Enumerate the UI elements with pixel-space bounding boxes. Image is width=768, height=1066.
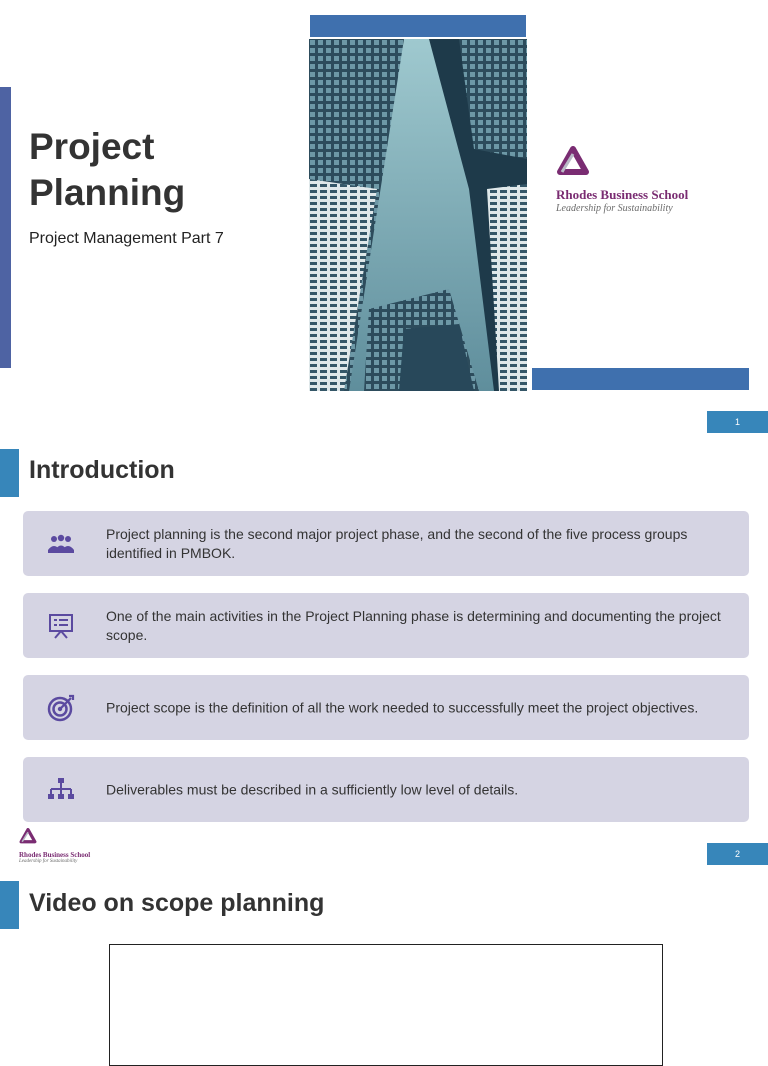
- rhodes-logo-small: Rhodes Business School Leadership for Sustainability: [19, 828, 90, 864]
- rhodes-logo-icon: [19, 828, 37, 846]
- list-item: [23, 511, 749, 576]
- slide-title: Project Planning: [29, 126, 186, 213]
- slide-subtitle: Project Management Part 7: [29, 230, 224, 247]
- list-item-text: One of the main activities in the Project Planning phase is determining and documenting the project scope.: [106, 607, 721, 643]
- list-item-text: Deliverables must be described in a sufficiently low level of details.: [106, 781, 519, 797]
- list-item-text: Project scope is the definition of all the work needed to successfully meet the project objectives.: [106, 699, 699, 715]
- heading-accent: [0, 449, 19, 497]
- heading-accent: [0, 881, 19, 929]
- section-heading: Video on scope planning: [29, 889, 325, 917]
- list-item-text: Project planning is the second major project phase, and the second of the five process groups identified in PMBOK.: [106, 525, 688, 561]
- page-number-badge: 1: [707, 411, 768, 433]
- image-top-bar: [310, 15, 526, 37]
- video-embed[interactable]: [109, 944, 663, 1066]
- image-bottom-bar: [532, 368, 749, 390]
- hierarchy-icon: [45, 774, 77, 806]
- section-heading: Introduction: [29, 456, 175, 484]
- page-number-badge: 2: [707, 843, 768, 865]
- list-item: [23, 593, 749, 658]
- skyscraper-image: [309, 39, 527, 391]
- rhodes-logo: Rhodes Business School Leadership for Sustainability: [556, 146, 688, 214]
- list-item: [23, 757, 749, 822]
- presentation-board-icon: [45, 610, 77, 642]
- people-group-icon: [45, 528, 77, 560]
- list-item: [23, 675, 749, 740]
- target-icon: [45, 692, 77, 724]
- left-accent-bar: [0, 87, 11, 368]
- rhodes-logo-icon: [556, 146, 590, 180]
